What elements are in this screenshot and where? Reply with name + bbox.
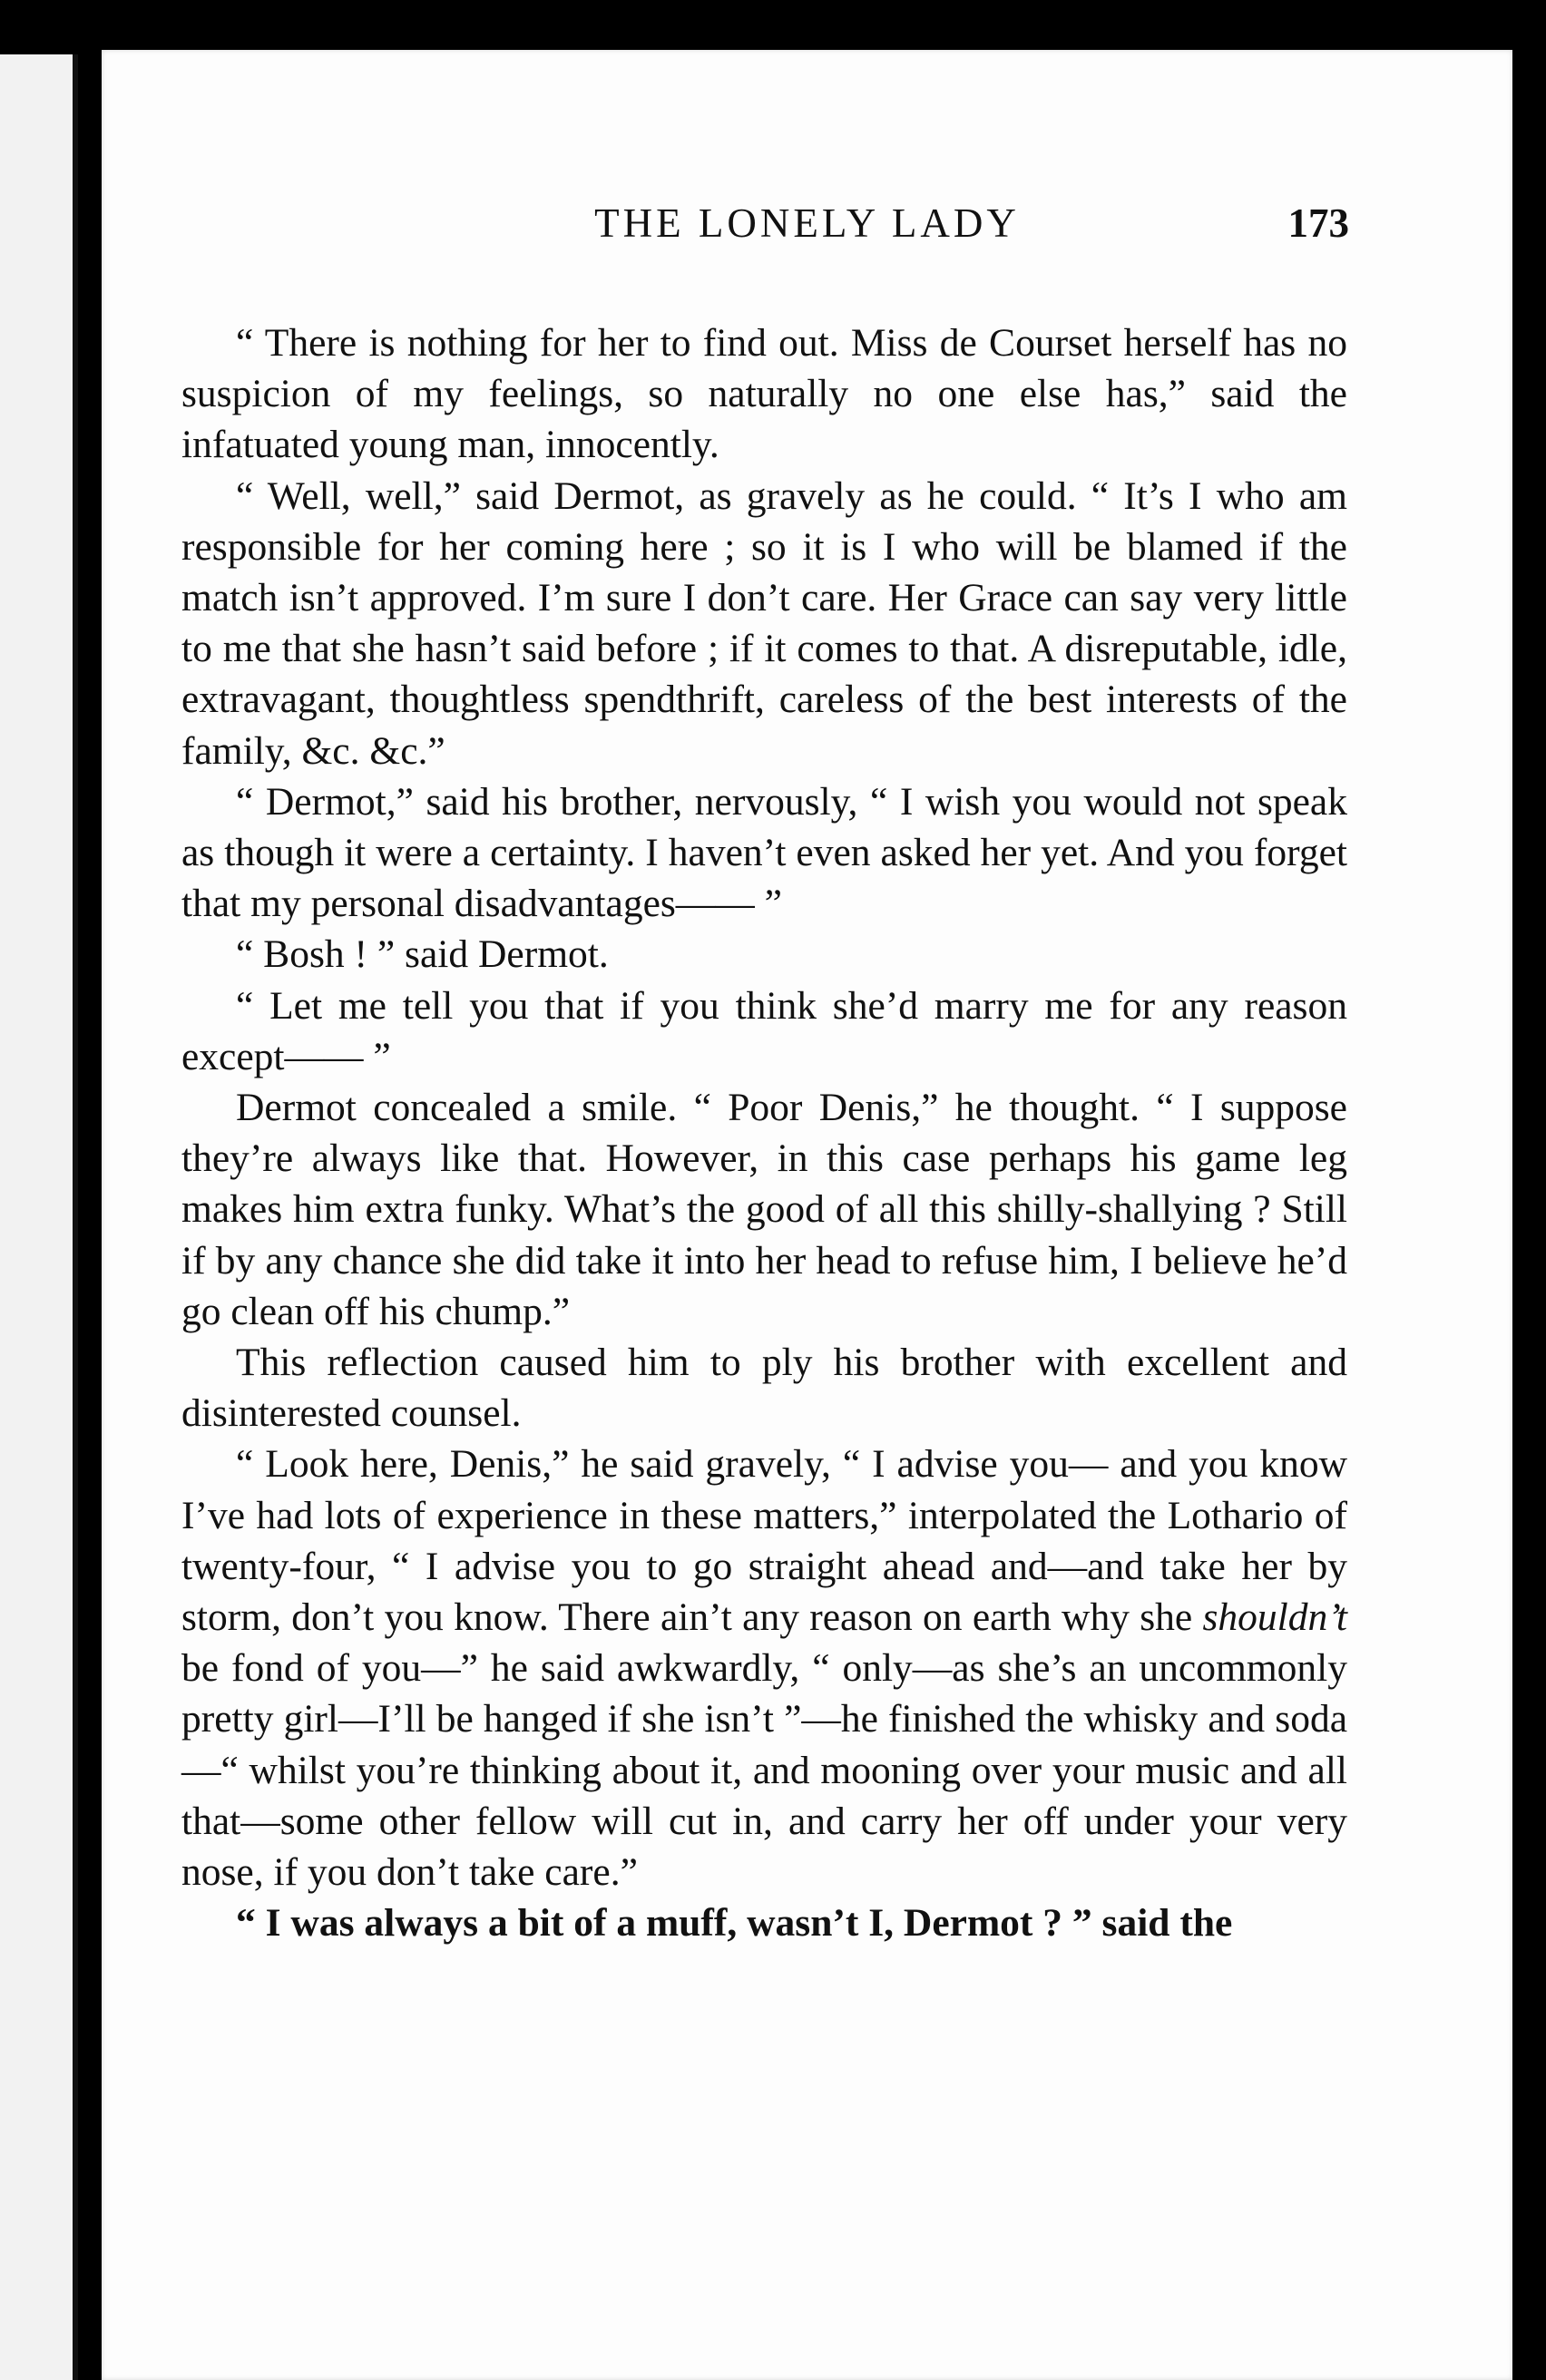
paragraph: “ Bosh ! ” said Dermot. <box>236 932 609 977</box>
page-header <box>102 200 1512 272</box>
paragraph-continued: “ I was always a bit of a muff, wasn’t I, Dermot ? ” said the <box>236 1901 1233 1946</box>
paragraph: This reflection caused him to ply his brother with excellent and disinterested counsel. <box>181 1341 1347 1436</box>
paragraph: Dermot concealed a smile. “ Poor Denis,” he thought. “ I suppose they’re always like that. However, in this case perhaps his game leg makes him extra funky. What’s the good of all this shilly-shallying ? Still if by any chance she did take it into her head to refuse him, I believe he’d go clean off his chump.” <box>181 1086 1347 1333</box>
paragraph-advice <box>181 1439 1347 1897</box>
book-page <box>102 50 1512 2380</box>
page-number: 173 <box>1287 200 1349 246</box>
paragraph: “ Let me tell you that if you think she’d marry me for any reason except—— ” <box>181 983 1347 1078</box>
italic-emphasis: shouldn’t <box>1202 1595 1347 1640</box>
text-run: “ Look here, Denis,” he said gravely, “ I advise you— and you know I’ve had lots of experience in these matters,” interpolated the Lothario of twenty-four, “ I advise you to go straight ahead and—and take her by storm, don’t you know. There ain’t any reason on earth why she <box>181 1442 1347 1640</box>
body-text <box>181 317 1347 1949</box>
paragraph: “ There is nothing for her to find out. Miss de Courset herself has no suspicion of my feelings, so naturally no one else has,” said the infatuated young man, innocently. <box>181 321 1347 467</box>
paragraph: “ Dermot,” said his brother, nervously, “ I wish you would not speak as though it were a certainty. I haven’t even asked her yet. And you forget that my personal disadvantages—— ” <box>181 779 1347 926</box>
text-run: be fond of you—” he said awkwardly, “ only—as she’s an uncommonly pretty girl—I’ll be hanged if she isn’t ”—he finished the whisky and soda—“ whilst you’re thinking about it, and mooning over your music and all that—some other fellow will cut in, and carry her off under your very nose, if you don’t take care.” <box>181 1646 1347 1895</box>
adjacent-page-edge <box>0 54 78 2380</box>
paragraph: “ Well, well,” said Dermot, as gravely as he could. “ It’s I who am responsible for her coming here ; so it is I who will be blamed if the match isn’t approved. I’m sure I don’t care. Her Grace can say very little to me that she hasn’t said before ; if it comes to that. A disreputable, idle, extravagant, thoughtless spendthrift, careless of the best interests of the family, &c. &c.” <box>181 473 1347 773</box>
running-title: THE LONELY LADY <box>594 200 1020 246</box>
